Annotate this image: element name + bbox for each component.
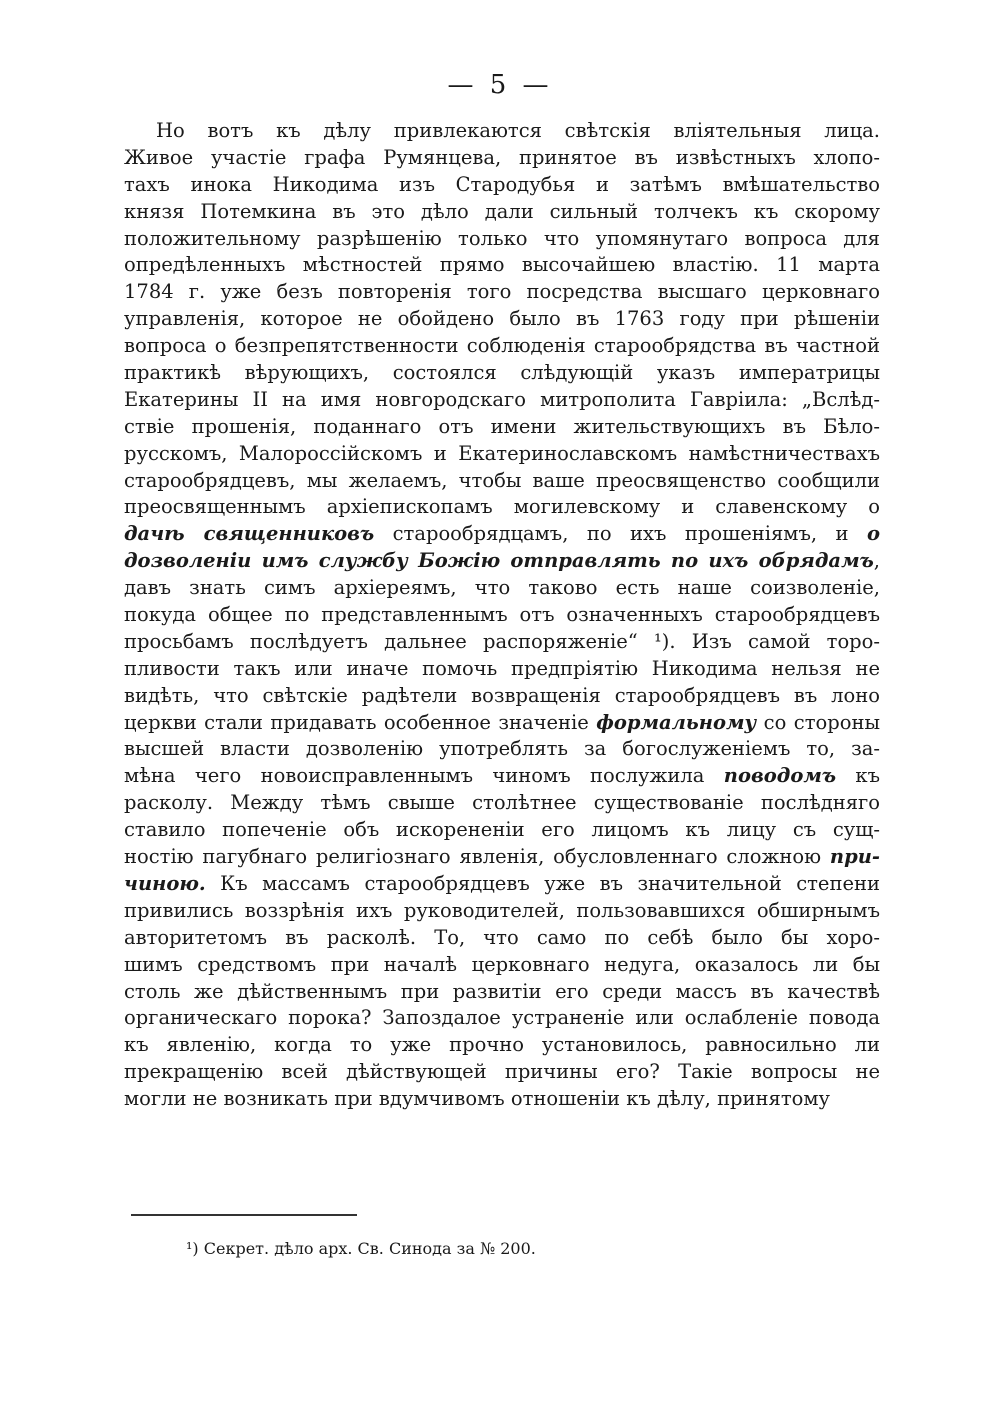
text-line: преосвященнымъ архіепископамъ могилевскому и славенскому о — [124, 495, 880, 519]
emphasis: формальному — [596, 710, 757, 734]
text-line: управленія, которое не обойдено было въ 1763 году при рѣшеніи — [124, 307, 880, 331]
text-line — [124, 521, 880, 548]
text-fragment: Къ массамъ старообрядцевъ уже въ значительной степени — [220, 871, 880, 895]
text-line: Но вотъ къ дѣлу привлекаются свѣтскія вліятельныя лица. — [156, 119, 880, 142]
text-line: практикѣ вѣрующихъ, состоялся слѣдующій указъ императрицы — [124, 361, 880, 385]
text-line: вопроса о безпрепятственности соблюденія старообрядства въ частной — [124, 334, 880, 358]
text-line: просьбамъ послѣдуетъ дальнее распоряженіе“ ¹). Изъ самой торо- — [124, 629, 880, 653]
text-line: высшей власти дозволенію употреблять за богослуженіемъ то, за- — [124, 737, 880, 761]
text-line: ставило попеченіе объ искорененіи его лицомъ къ лицу съ сущ- — [124, 818, 880, 842]
text-line: къ явленію, когда то уже прочно установилось, равносильно ли — [124, 1033, 880, 1057]
footnote-marker: ¹) — [186, 1239, 199, 1258]
text-fragment: церкви стали придавать особенное значеніе — [124, 710, 589, 734]
text-line — [124, 548, 880, 575]
emphasis: поводомъ — [723, 764, 837, 788]
text-fragment: мѣна чего новоисправленнымъ чиномъ послужила — [124, 764, 705, 788]
text-fragment: ностію пагубнаго религіознаго явленія, обусловленнаго сложною — [124, 845, 822, 869]
body-text — [124, 118, 880, 1113]
text-line: столь же дѣйственнымъ при развитіи его среди массъ въ качествѣ — [124, 979, 880, 1003]
text-line — [124, 710, 880, 737]
text-line: привились воззрѣнія ихъ руководителей, пользовавшихся обширнымъ — [124, 898, 880, 922]
text-line: тахъ инока Никодима изъ Стародубья и затѣмъ вмѣшательство — [124, 172, 880, 196]
text-line — [124, 763, 880, 790]
text-fragment: старообрядцамъ, по ихъ прошеніямъ, и — [392, 522, 849, 546]
text-line: видѣть, что свѣтскіе радѣтели возвращенія старообрядцевъ въ лоно — [124, 683, 880, 707]
text-line: Екатерины II на имя новгородскаго митрополита Гаврiила: „Вслѣд- — [124, 387, 880, 411]
text-line: давъ знать симъ архіереямъ, что таково есть наше соизволеніе, — [124, 576, 880, 600]
footnote-divider — [131, 1214, 357, 1216]
text-line: прекращенію всей дѣйствующей причины его? Такіе вопросы не — [124, 1060, 880, 1084]
page-number: — 5 — — [447, 70, 553, 100]
text-line: старообрядцевъ, мы желаемъ, чтобы ваше преосвященство сообщили — [124, 468, 880, 492]
text-line: могли не возникать при вдумчивомъ отношеніи къ дѣлу, принятому — [124, 1087, 831, 1111]
emphasis: дозволеніи имъ службу Божію отправлять по ихъ обрядамъ — [124, 549, 874, 573]
emphasis: дачѣ священниковъ — [124, 522, 375, 546]
text-fragment: къ — [855, 764, 880, 788]
text-line: ствіе прошенія, поданнаго отъ имени жительствующихъ въ Бѣло- — [124, 414, 880, 438]
footnote-text: Секрет. дѣло арх. Св. Синода за № 200. — [203, 1239, 536, 1258]
text-line: пливости такъ или иначе помочь предпріятію Никодима нельзя не — [124, 656, 880, 680]
footnote — [186, 1238, 536, 1260]
emphasis: о — [866, 522, 880, 546]
text-line: авторитетомъ въ расколѣ. То, что само по себѣ было бы хоро- — [124, 925, 880, 949]
text-line: Живое участіе графа Румянцева, принятое въ извѣстныхъ хлопо- — [124, 145, 880, 169]
text-line — [124, 844, 880, 871]
text-line: шимъ средствомъ при началѣ церковнаго недуга, оказалось ли бы — [124, 952, 880, 976]
text-line: органическаго порока? Запоздалое устраненіе или ослабленіе повода — [124, 1006, 880, 1030]
text-line: опредѣленныхъ мѣстностей прямо высочайшею властію. 11 марта — [124, 253, 880, 277]
emphasis: при- — [829, 845, 880, 869]
text-line — [124, 871, 880, 898]
text-fragment: со стороны — [763, 710, 880, 734]
text-line: 1784 г. уже безъ повторенія того посредства высшаго церковнаго — [124, 280, 880, 304]
text-line: русскомъ, Малороссійскомъ и Екатеринославскомъ намѣстничествахъ — [124, 441, 880, 465]
text-fragment: , — [873, 549, 880, 573]
text-line: покуда общее по представленнымъ отъ означенныхъ старообрядцевъ — [124, 603, 880, 627]
emphasis: чиною. — [124, 871, 206, 895]
text-line: положительному разрѣшенію только что упомянутаго вопроса для — [124, 226, 880, 250]
text-line: расколу. Между тѣмъ свыше столѣтнее существованіе послѣдняго — [124, 791, 880, 815]
text-line: князя Потемкина въ это дѣло дали сильный толчекъ къ скорому — [124, 199, 880, 223]
